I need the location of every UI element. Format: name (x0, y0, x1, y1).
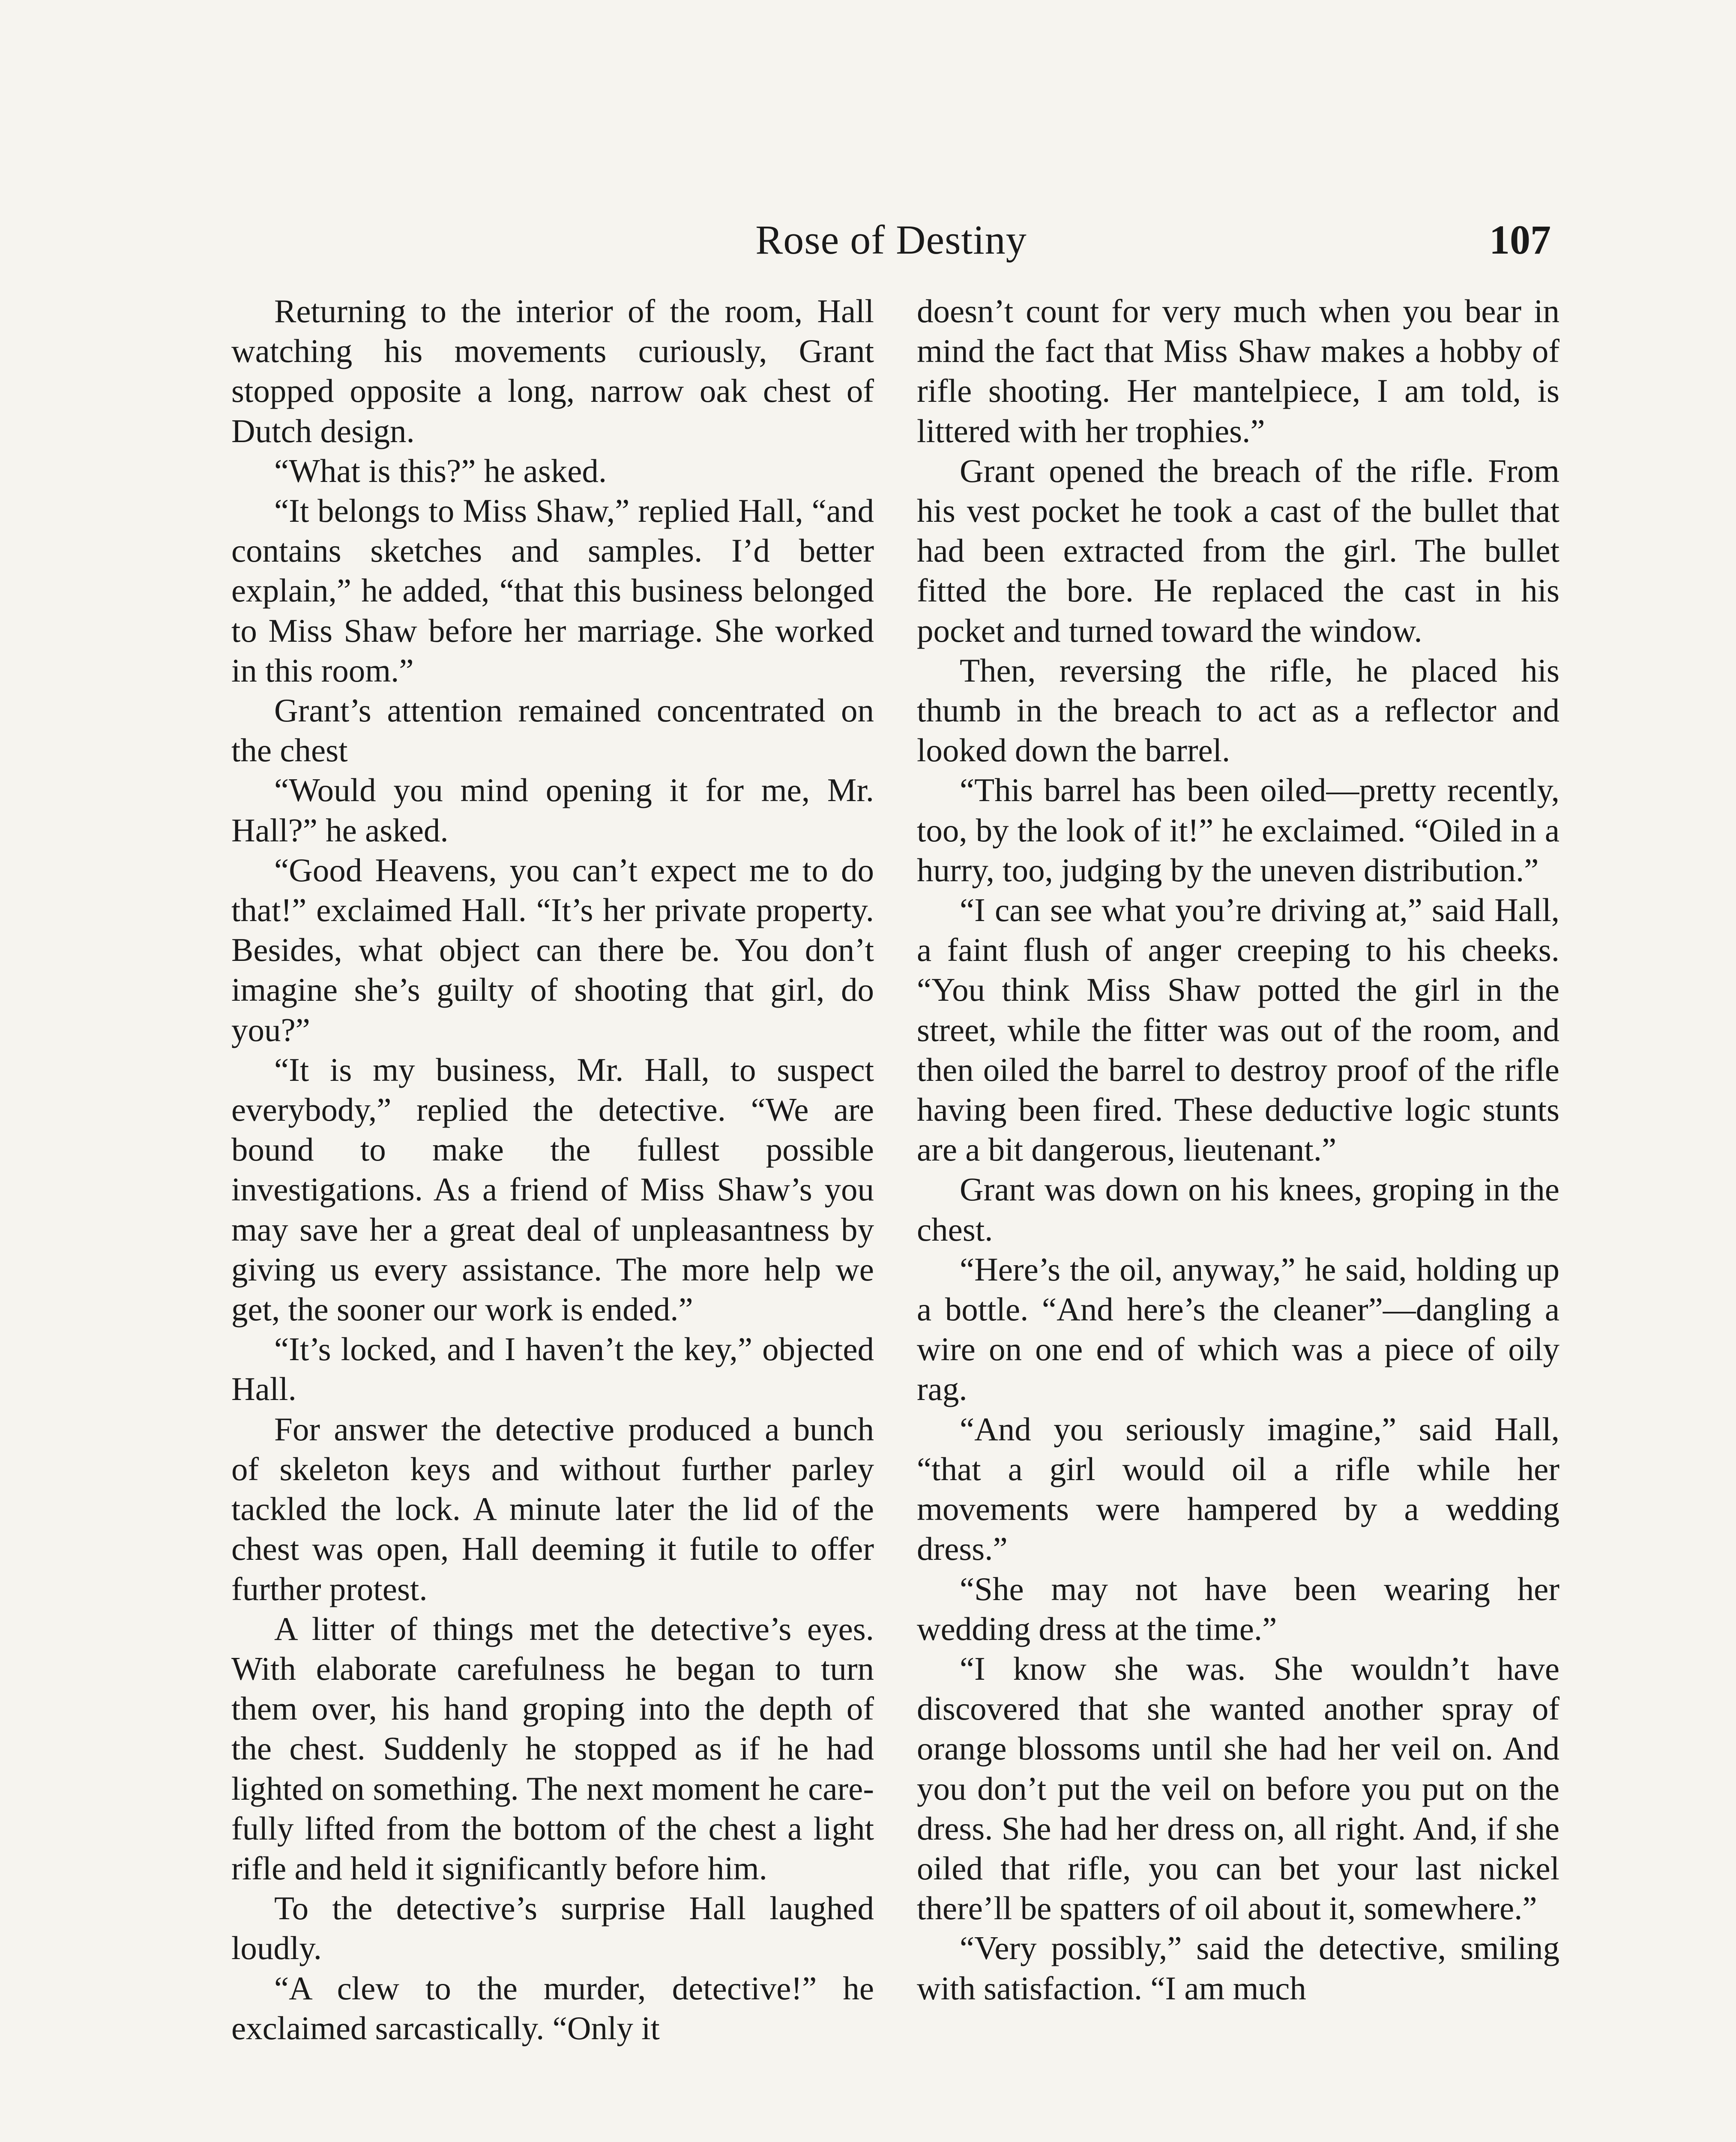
paragraph: “It belongs to Miss Shaw,” replied Hall, “and contains sketches and samples. I’d better explain,” he added, “that this business belonged to Miss Shaw before her marriage. She worked in this room.” (231, 492, 874, 689)
paragraph: Returning to the interior of the room, Hall watching his movements curiously, Grant stopped opposite a long, narrow oak chest of Dutch design. (231, 293, 874, 449)
paragraph: For answer the detective produced a bunch of skeleton keys and without further parley tackled the lock. A minute later the lid of the chest was open, Hall deeming it futile to offer further protest. (231, 1410, 874, 1607)
running-title: Rose of Destiny (755, 217, 1027, 263)
left-column (231, 291, 874, 2048)
running-head (231, 214, 1551, 266)
paragraph: “This barrel has been oiled—pretty recently, too, by the look of it!” he exclaimed. “Oiled in a hurry, too, judging by the uneven distribution.” (917, 772, 1559, 889)
paragraph: “Here’s the oil, anyway,” he said, holding up a bottle. “And here’s the cleaner”—dangling a wire on one end of which was a piece of oily rag. (917, 1250, 1559, 1408)
paragraph: To the detective’s surprise Hall laughed loudly. (231, 1890, 874, 1967)
paragraph: “Very possibly,” said the detective, smiling with satisfaction. “I am much (917, 1930, 1559, 2007)
paragraph: Grant’s attention remained concentrated on the chest (231, 692, 874, 769)
paragraph: “It’s locked, and I haven’t the key,” objected Hall. (231, 1331, 874, 1408)
paragraph: “I know she was. She wouldn’t have discovered that she wanted another spray of orange blossoms until she had her veil on. And you don’t put the veil on before you put on the dress. She had her dress on, all right. And, if she oiled that rifle, you can bet your last nickel there’ll be spatters of oil about it, somewhere.” (917, 1650, 1559, 1927)
paragraph: “What is this?” he asked. (274, 452, 607, 489)
paragraph: “Would you mind opening it for me, Mr. Hall?” he asked. (231, 772, 874, 849)
page-number: 107 (1489, 217, 1551, 263)
paragraph: “It is my business, Mr. Hall, to suspect everybody,” replied the detective. “We are bound to make the fullest possible investigations. As a friend of Miss Shaw’s you may save her a great deal of unpleasantness by giving us every assistance. The more help we get, the sooner our work is ended.” (231, 1051, 874, 1328)
paragraph: A litter of things met the detective’s eyes. With elaborate carefulness he began to turn them over, his hand groping into the depth of the chest. Suddenly he stopped as if he had lighted on something. The next moment he carefully lifted from the bottom of the chest a light rifle and held it significantly before him. (231, 1610, 874, 1887)
paragraph: “A clew to the murder, detective!” he exclaimed sarcastically. “Only it (231, 1969, 874, 2046)
paragraph: Grant was down on his knees, groping in the chest. (917, 1171, 1559, 1248)
paragraph: Then, reversing the rifle, he placed his thumb in the breach to act as a reflector and looked down the barrel. (917, 652, 1559, 769)
paragraph: “She may not have been wearing her wedding dress at the time.” (917, 1570, 1559, 1647)
paragraph-continued: doesn’t count for very much when you bear in mind the fact that Miss Shaw makes a hobby of rifle shooting. Her mantelpiece, I am told, is littered with her trophies.” (917, 293, 1559, 449)
paragraph: “I can see what you’re driving at,” said Hall, a faint flush of anger creeping to his cheeks. “You think Miss Shaw potted the girl in the street, while the fitter was out of the room, and then oiled the barrel to destroy proof of the rifle having been fired. These deductive logic stunts are a bit dangerous, lieutenant.” (917, 892, 1559, 1168)
paragraph: “Good Heavens, you can’t expect me to do that!” exclaimed Hall. “It’s her private property. Besides, what object can there be. You don’t imagine she’s guilty of shooting that girl, do you?” (231, 851, 874, 1048)
paragraph: Grant opened the breach of the rifle. From his vest pocket he took a cast of the bullet that had been extracted from the girl. The bullet fitted the bore. He replaced the cast in his pocket and turned toward the window. (917, 452, 1559, 649)
right-column (917, 291, 1559, 2008)
paragraph: “And you seriously imagine,” said Hall, “that a girl would oil a rifle while her movements were hampered by a wedding dress.” (917, 1410, 1559, 1568)
